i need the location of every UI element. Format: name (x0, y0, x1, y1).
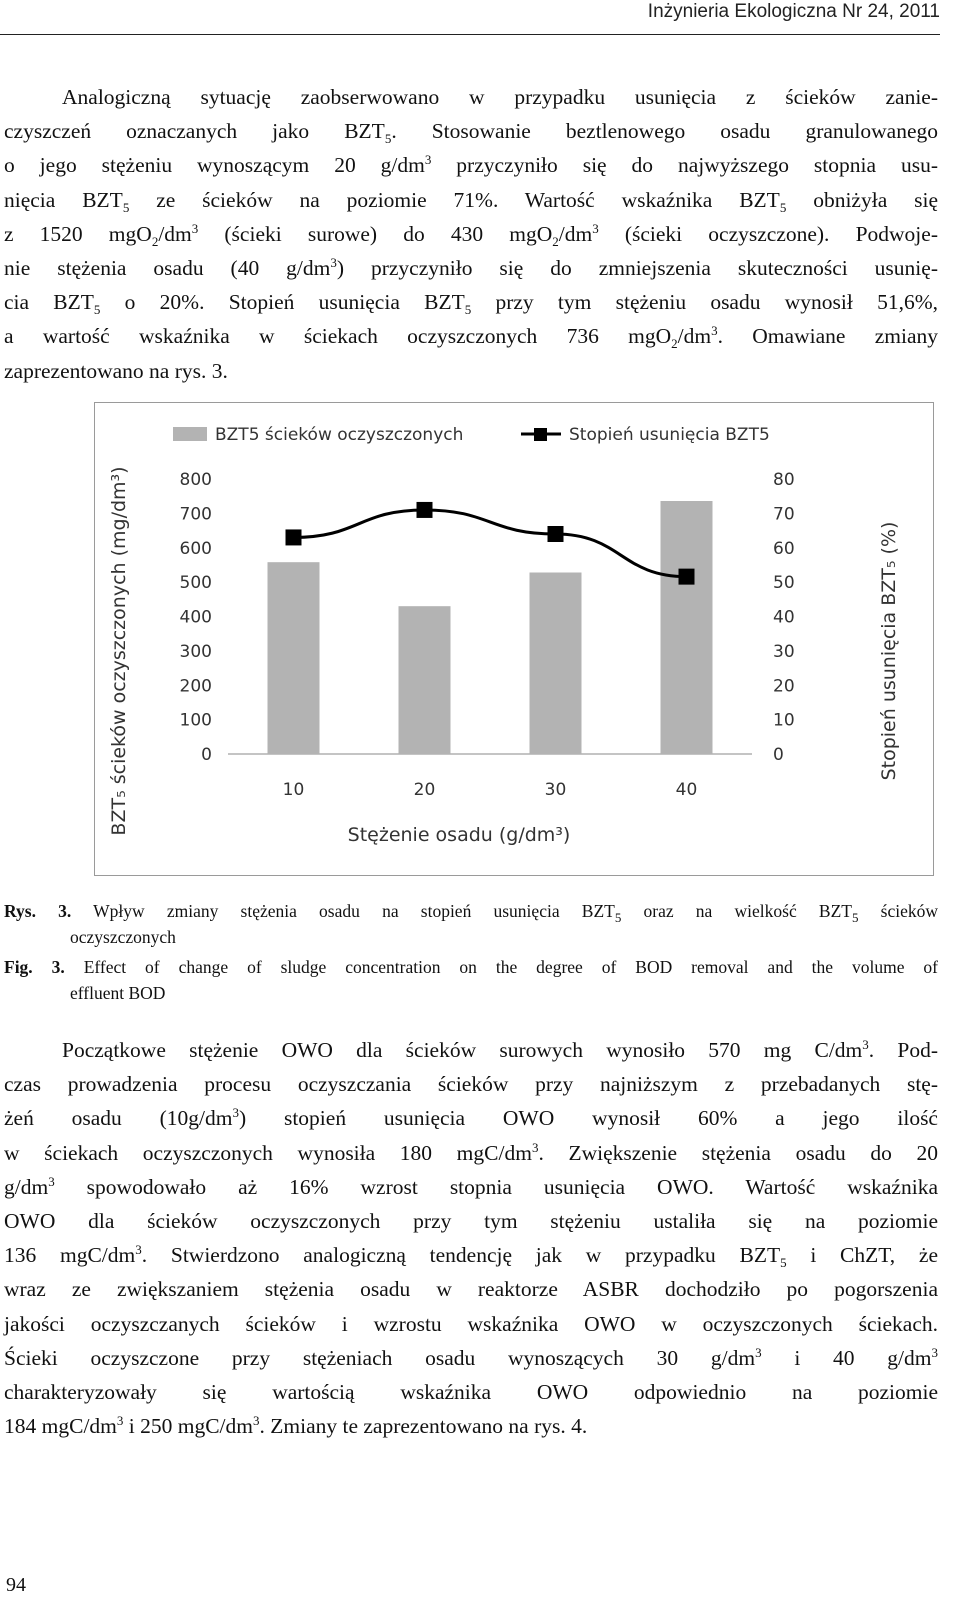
journal-header (0, 0, 940, 35)
x-tick-label: 30 (544, 780, 567, 800)
para2-line-7: 136 mgC/$dm^3$. Stwierdzono analogiczną tendencję jak w przypadku $BZT_5$ i ChZT, że (4, 1242, 938, 1271)
right-tick-label: 10 (773, 710, 795, 731)
right-tick-label: 20 (773, 676, 795, 697)
caption-pl-line-2: oczyszczonych (70, 927, 176, 947)
para2-line-11: charakteryzowały się wartością wskaźnika OWO odpowiednio na poziomie (4, 1380, 938, 1405)
line-path (294, 510, 687, 577)
right-tick-label: 30 (773, 641, 795, 662)
bar-20 (399, 606, 451, 754)
left-axis-title: BZT₅ ścieków oczyszczonych (mg/dm³) (108, 466, 130, 836)
right-tick-label: 70 (773, 504, 795, 525)
para2-line-3: żeń osadu $(10g/dm^3)$ stopień usunięcia OWO wynosił 60% a jego ilość (4, 1105, 938, 1131)
line-series (286, 502, 695, 585)
para2-line-12: 184 mgC/$dm^3$ i 250 mgC/$dm^3$. Zmiany te zaprezentowano na rys. 4. (4, 1413, 588, 1439)
legend-line-marker (534, 428, 547, 441)
right-tick-label: 80 (773, 470, 795, 490)
right-tick-label: 50 (773, 573, 795, 594)
para1-line-9: zaprezentowano na rys. 3. (4, 358, 228, 383)
paragraph-2 (4, 1033, 938, 1443)
caption-pl-line-1: Rys. 3. Wpływ zmiany stężenia osadu na stopień usunięcia $BZT_5$ oraz na wielkość $BZT_5$ ścieków (4, 901, 938, 925)
page-number: 94 (6, 1574, 26, 1596)
para1-line-3: o jego stężeniu wynoszącym 20 $g/dm^3$ przyczyniło się do najwyższego stopnia usu- (4, 152, 938, 178)
para2-line-8: wraz ze zwiększaniem stężenia osadu w reaktorze ASBR dochodziło po pogorszenia (4, 1277, 938, 1302)
para1-line-4: nięcia $BZT_5$ ze ścieków na poziomie 71%. Wartość wskaźnika $BZT_5$ obniżyła się (4, 187, 938, 215)
para2-line-4: w ściekach oczyszczonych wynosiła 180 mgC/$dm^3$. Zwiększenie stężenia osadu do 20 (4, 1139, 938, 1165)
figure-3-chart (94, 402, 934, 876)
journal-title: Inżynieria Ekologiczna Nr 24, 2011 (647, 1, 940, 22)
line-marker-10 (286, 529, 302, 545)
legend-bar-label: BZT5 ścieków oczyszczonych (215, 425, 464, 445)
caption-en-line-2: effluent BOD (70, 983, 166, 1003)
line-marker-40 (679, 569, 695, 585)
chart-legend (173, 425, 770, 445)
x-axis-title: Stężenie osadu (g/dm³) (347, 824, 571, 846)
left-tick-label: 0 (201, 745, 212, 765)
bar-10 (268, 562, 320, 754)
left-tick-label: 500 (179, 573, 212, 594)
para1-line-5: z 1520 $mgO_2/dm^3$ (ścieki surowe) do 430 $mgO_2/dm^3$ (ścieki oczyszczone). Podwoje- (4, 220, 938, 249)
left-tick-label: 400 (179, 607, 212, 628)
right-axis-ticks (773, 470, 795, 765)
left-tick-label: 100 (179, 710, 212, 731)
bar-series (268, 501, 713, 754)
left-tick-label: 600 (179, 538, 212, 559)
para2-line-10: Ścieki oczyszczone przy stężeniach osadu wynoszących 30 $g/dm^3$ i 40 $g/dm^3$ (4, 1344, 939, 1370)
para2-line-5: $g/dm^3$ spowodowało aż 16% wzrost stopnia usunięcia OWO. Wartość wskaźnika (4, 1173, 938, 1199)
right-axis-title: Stopień usunięcia BZT₅ (%) (878, 521, 900, 781)
line-marker-20 (417, 502, 433, 518)
right-tick-label: 60 (773, 538, 795, 559)
bar-40 (661, 501, 713, 754)
para2-line-9: jakości oczyszczanych ścieków i wzrostu wskaźnika OWO w oczyszczonych ściekach. (4, 1311, 938, 1336)
line-marker-30 (548, 526, 564, 542)
x-axis-ticks (283, 780, 698, 800)
para1-line-1: Analogiczną sytuację zaobserwowano w przypadku usunięcia z ścieków zanie- (62, 85, 938, 109)
chart-svg (95, 403, 933, 875)
para1-line-6: nie stężenia osadu (40 $g/dm^3$) przyczyniło się do zmniejszenia skuteczności usunię- (4, 255, 938, 281)
para1-line-2: czyszczeń oznaczanych jako $BZT_5$. Stosowanie beztlenowego osadu granulowanego (4, 119, 938, 147)
bar-30 (530, 573, 582, 755)
legend-bar-swatch (173, 427, 207, 441)
para2-line-2: czas prowadzenia procesu oczyszczania ścieków przy najniższym z przebadanych stę- (4, 1072, 938, 1097)
left-axis-ticks (180, 470, 212, 765)
left-tick-label: 200 (179, 676, 212, 697)
right-tick-label: 40 (773, 607, 795, 628)
para1-line-7: cia $BZT_5$ o 20%. Stopień usunięcia $BZT_5$ przy tym stężeniu osadu wynosił 51,6%, (4, 290, 938, 318)
para1-line-8: a wartość wskaźnika w ściekach oczyszczonych 736 $mgO_2/dm^3$. Omawiane zmiany (4, 323, 938, 352)
legend-line-label: Stopień usunięcia BZT5 (569, 425, 770, 445)
caption-en-line-1: Fig. 3. Effect of change of sludge concentration on the degree of BOD removal and the volume of (4, 957, 938, 977)
x-tick-label: 20 (413, 780, 436, 800)
x-tick-label: 40 (675, 780, 698, 800)
x-tick-label: 10 (282, 780, 305, 800)
right-tick-label: 0 (773, 745, 784, 765)
para2-line-1: Początkowe stężenie OWO dla ścieków surowych wynosiło 570 mg $C/dm^3$. Pod- (62, 1037, 938, 1062)
figure-caption (4, 898, 938, 1006)
left-tick-label: 300 (179, 641, 212, 662)
paragraph-1 (4, 80, 938, 388)
left-tick-label: 800 (179, 470, 212, 490)
para2-line-6: OWO dla ścieków oczyszczonych przy tym stężeniu ustaliła się na poziomie (4, 1209, 938, 1234)
left-tick-label: 700 (179, 504, 212, 525)
